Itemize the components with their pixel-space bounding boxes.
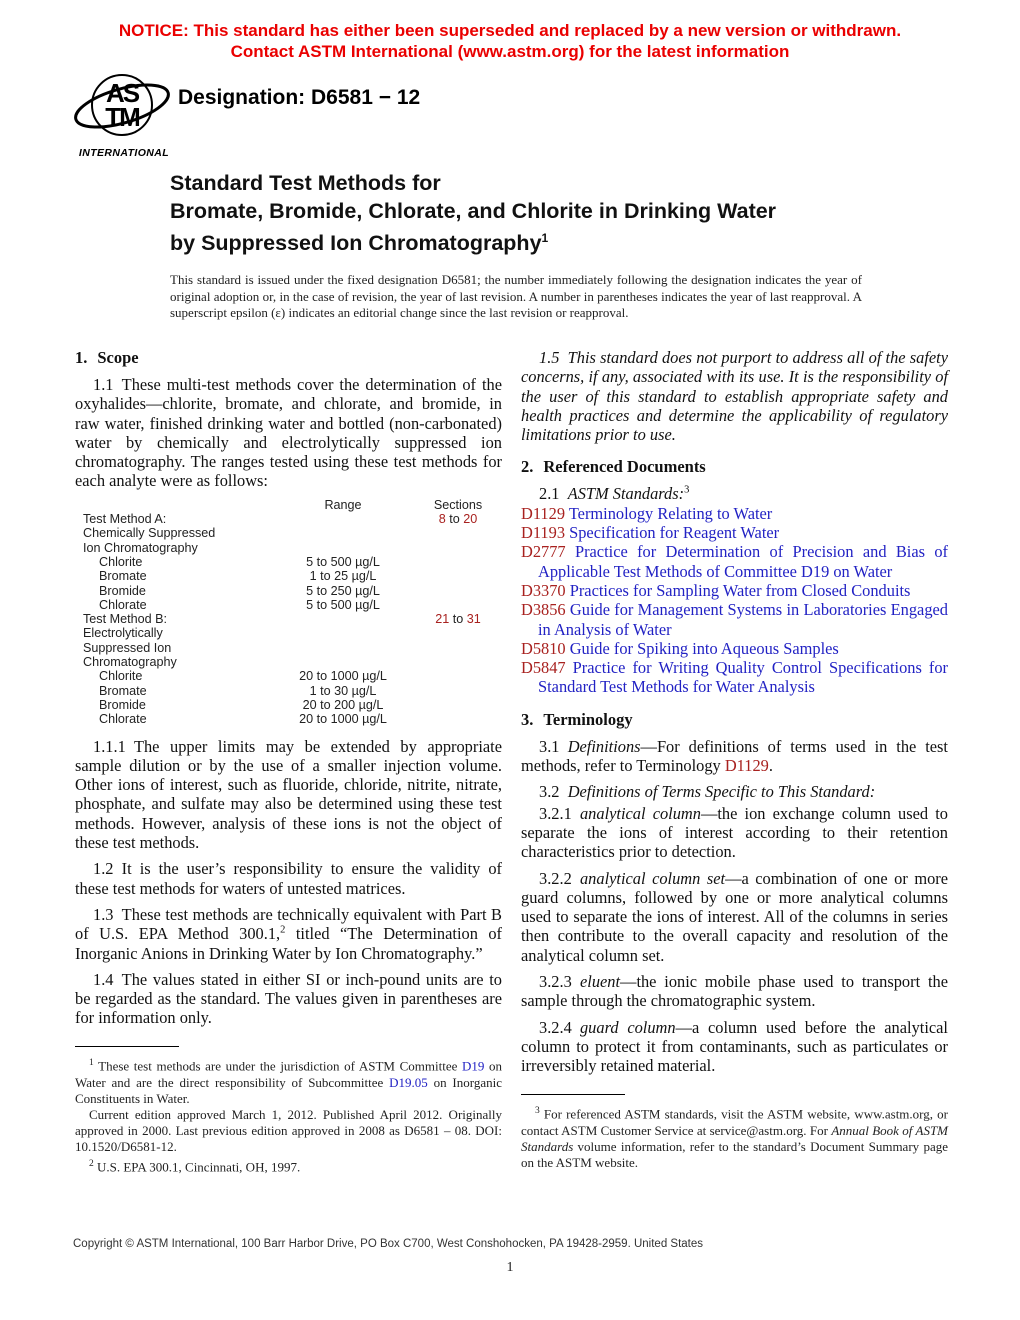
- table-header-row: [83, 498, 502, 512]
- table-row: [83, 598, 502, 612]
- table-cell-analyte: Bromate: [99, 569, 147, 584]
- left-column: [75, 346, 502, 1028]
- table-cell-range: 1 to 25 µg/L: [309, 569, 377, 584]
- designation-line: [178, 86, 420, 110]
- table-cell-range: 5 to 500 µg/L: [306, 554, 380, 569]
- table-cell-sections: [418, 541, 498, 555]
- reference-code-link[interactable]: D5847: [521, 658, 566, 678]
- paragraph-3-2: 3.2 Definitions of Terms Specific to This Standard:: [539, 782, 876, 802]
- svg-text:TM: TM: [105, 102, 139, 132]
- table-cell-analyte: Chlorite: [99, 554, 143, 569]
- table-cell-range: [268, 541, 418, 555]
- table-row: [83, 541, 502, 555]
- references-list: [521, 504, 948, 697]
- astm-logo: [68, 72, 180, 159]
- right-column: [521, 346, 948, 1076]
- reference-code-link[interactable]: D3856: [521, 600, 566, 620]
- section-range-link[interactable]: 21: [435, 612, 450, 627]
- section-heading-referenced-documents: 2. Referenced Documents: [521, 457, 706, 477]
- table-cell-sections: [418, 684, 498, 698]
- table-cell-range: [268, 526, 418, 540]
- table-cell-analyte: Chemically Suppressed: [83, 526, 216, 541]
- table-cell-sections: [418, 698, 498, 712]
- reference-code-link[interactable]: D5810: [521, 638, 566, 658]
- table-cell-sections: [418, 712, 498, 726]
- reference-title-link[interactable]: Guide for Spiking into Aqueous Samples: [565, 638, 839, 658]
- footnote-2: $^2$ U.S. EPA 300.1, Cincinnati, OH, 1997.: [89, 1158, 301, 1174]
- right-footnotes: [521, 1094, 948, 1171]
- table-cell-analyte: Chlorate: [99, 597, 147, 612]
- section-range-link[interactable]: 31: [466, 612, 481, 627]
- designation-label: Designation:: [178, 86, 306, 109]
- table-cell-range: 20 to 200 µg/L: [302, 697, 384, 712]
- table-cell-range: [268, 641, 418, 655]
- reference-title-link[interactable]: Practice for Writing Quality Control Specifications for Standard Test Methods for Water Analysis: [538, 658, 948, 697]
- table-cell-range: [268, 512, 418, 526]
- table-cell-sections: [418, 569, 498, 583]
- table-cell-analyte: Electrolytically: [83, 626, 163, 641]
- table-cell-range: [268, 655, 418, 669]
- table-cell-analyte: Bromate: [99, 683, 147, 698]
- table-row: [83, 712, 502, 726]
- paragraph-2-1: 2.1 ASTM Standards:$^3$: [539, 484, 690, 504]
- title-line-3: by Suppressed Ion Chromatography$^1$: [170, 231, 549, 256]
- reference-item: [521, 658, 948, 697]
- supersession-notice: [0, 20, 1020, 62]
- footnote-3: $^3$ For referenced ASTM standards, visit the ASTM website, www.astm.org, or contact ASTM Customer Service at service@astm.org. For Annual Book of ASTM Standards volume information, refer to the standard’s Document Summary page on the ASTM website.: [521, 1106, 949, 1170]
- section-heading-terminology: 3. Terminology: [521, 709, 633, 729]
- table-cell-analyte: Suppressed Ion: [83, 640, 172, 655]
- table-cell-range: 1 to 30 µg/L: [309, 683, 377, 698]
- section-range-link[interactable]: 8: [438, 512, 446, 527]
- table-cell-range: 20 to 1000 µg/L: [299, 669, 387, 684]
- table-cell-sections: 8 to 20: [438, 512, 478, 527]
- paragraph-1-1: 1.1 These multi-test methods cover the determination of the oxyhalides—chlorite, bromate, and chlorate, and bromide, in raw water, finished drinking water and bottled (non-carbonated) water by chemically and electrolytically suppressed ion chromatography. The ranges tested using these test methods for each analyte were as follows:: [75, 375, 502, 491]
- table-row: [83, 655, 502, 669]
- table-row: [83, 584, 502, 598]
- reference-link-d1129[interactable]: D1129: [724, 756, 769, 776]
- paragraph-3-2-4: 3.2.4 guard column—a column used before the analytical column to protect it from contaminants, such as particulates or irreversibly retained material.: [521, 1017, 948, 1076]
- table-header-sections: Sections: [433, 497, 483, 512]
- table-cell-range: 20 to 1000 µg/L: [299, 712, 387, 727]
- paragraph-1-5: 1.5 This standard does not purport to address all of the safety concerns, if any, associated with its use. It is the responsibility of the user of this standard to establish appropriate safety and health practices and determine the applicability of regulatory limitations prior to use.: [521, 348, 948, 445]
- reference-code-link[interactable]: D1193: [521, 523, 566, 543]
- table-row: [83, 684, 502, 698]
- section-range-link[interactable]: 20: [463, 512, 478, 527]
- reference-item: [521, 581, 948, 600]
- table-cell-analyte: Ion Chromatography: [83, 540, 198, 555]
- paragraph-3-2-2: 3.2.2 analytical column set—a combination of one or more guard columns, followed by one or more analytical columns used to separate the ions of interest. All of the columns in series then contribute to the overall capacity and resolution of the analytical column set.: [521, 868, 948, 965]
- subcommittee-d19-05-link[interactable]: D19.05: [389, 1074, 428, 1090]
- page-number: 1: [506, 1260, 514, 1275]
- section-heading-scope: 1. Scope: [75, 348, 139, 367]
- table-cell-analyte: Test Method B:: [83, 612, 167, 627]
- table-cell-analyte: Bromide: [99, 697, 146, 712]
- table-cell-analyte: Bromide: [99, 583, 146, 598]
- left-footnotes: [75, 1046, 502, 1175]
- table-cell-analyte: Chromatography: [83, 655, 177, 670]
- reference-title-link[interactable]: Terminology Relating to Water: [565, 503, 773, 523]
- footnote-ref-3: 3: [684, 485, 690, 497]
- table-cell-analyte: Chlorate: [99, 712, 147, 727]
- table-cell-range: [268, 612, 418, 626]
- footnote-rule-left: [75, 1046, 179, 1047]
- table-row: [83, 669, 502, 683]
- table-cell-sections: [418, 598, 498, 612]
- table-cell-sections: [418, 526, 498, 540]
- table-cell-sections: 21 to 31: [435, 612, 481, 627]
- table-row: [83, 612, 502, 626]
- reference-item: [521, 504, 948, 523]
- footnote-ref-2: 2: [280, 924, 286, 936]
- table-cell-sections: [418, 641, 498, 655]
- footnote-1: $^1$ These test methods are under the jurisdiction of ASTM Committee D19 on Water and are the direct responsibility of Subcommittee D19.05 on Inorganic Constituents in Water.: [75, 1058, 503, 1106]
- range-table-body: [83, 512, 502, 726]
- reference-code-link[interactable]: D2777: [521, 542, 566, 562]
- standard-title: [170, 170, 900, 258]
- paragraph-3-2-3: 3.2.3 eluent—the ionic mobile phase used to transport the sample through the chromatographic system.: [521, 972, 948, 1011]
- table-cell-analyte: Chlorite: [99, 669, 143, 684]
- title-footnote-ref: 1: [541, 231, 549, 245]
- notice-line-2: Contact ASTM International (www.astm.org) for the latest information: [230, 42, 790, 61]
- reference-item: [521, 542, 948, 581]
- footnote-rule-right: [521, 1094, 625, 1095]
- paragraph-3-1: 3.1 Definitions—For definitions of terms used in the test methods, refer to Terminology D1129.: [521, 736, 948, 776]
- notice-line-1: NOTICE: This standard has either been superseded and replaced by a new version or withdrawn.: [118, 21, 902, 40]
- table-cell-range: 5 to 500 µg/L: [306, 597, 380, 612]
- table-header-range: Range: [324, 497, 362, 512]
- reference-code-link[interactable]: D3370: [521, 580, 566, 600]
- table-cell-analyte: Test Method A:: [83, 512, 167, 527]
- paragraph-1-2: 1.2 It is the user’s responsibility to ensure the validity of these test methods for waters of untested matrices.: [75, 859, 502, 898]
- title-line-1: Standard Test Methods for: [170, 171, 441, 195]
- paragraph-1-1-1: 1.1.1 The upper limits may be extended by appropriate sample dilution or by the use of a smaller injection volume. Other ions of interest, such as fluoride, chloride, nitrite, nitrate, phosphate, and sulfate may also be determined using these test methods. However, analysis of these ions is not the object of these test methods.: [75, 736, 502, 853]
- paragraph-3-2-1: 3.2.1 analytical column—the ion exchange column used to separate the ions of interest according to their retention characteristics prior to detection.: [521, 803, 948, 862]
- paragraph-1-3: 1.3 These test methods are technically equivalent with Part B of U.S. EPA Method 300.1,$^2$ titled “The Determination of Inorganic Anions in Drinking Water by Ion Chromatography.”: [75, 904, 502, 963]
- reference-title-link[interactable]: Guide for Management Systems in Laboratories Engaged in Analysis of Water: [538, 600, 948, 639]
- reference-item: [521, 639, 948, 658]
- table-cell-sections: [418, 669, 498, 683]
- table-cell-sections: [418, 626, 498, 640]
- reference-item: [521, 600, 948, 639]
- table-row: [83, 526, 502, 540]
- table-cell-sections: [418, 655, 498, 669]
- astm-logo-international-label: INTERNATIONAL: [78, 147, 170, 159]
- astm-globe-icon: [72, 72, 176, 144]
- reference-code-link[interactable]: D1129: [521, 503, 566, 523]
- range-table: [83, 498, 502, 727]
- table-row: [83, 512, 502, 526]
- reference-item: [521, 523, 948, 542]
- table-cell-range: 5 to 250 µg/L: [306, 583, 380, 598]
- footnote-1-edition: Current edition approved March 1, 2012. Published April 2012. Originally approved in 2000. Last previous edition approved in 2008 as D6581 – 08. DOI: 10.1520/D6581-12.: [75, 1106, 502, 1155]
- committee-d19-link[interactable]: D19: [462, 1058, 485, 1074]
- table-cell-sections: [418, 555, 498, 569]
- paragraph-1-4: 1.4 The values stated in either SI or inch-pound units are to be regarded as the standard. The values given in parentheses are for information only.: [75, 969, 502, 1028]
- table-row: [83, 626, 502, 640]
- issuance-note: This standard is issued under the fixed designation D6581; the number immediately following the designation indicates the year of original adoption or, in the case of revision, the year of last revision. A number in parentheses indicates the year of last reapproval. A superscript epsilon (ε) indicates an editorial change since the last revision or reapproval.: [170, 272, 862, 321]
- table-row: [83, 555, 502, 569]
- table-row: [83, 569, 502, 583]
- designation-code: D6581 − 12: [311, 86, 421, 109]
- reference-title-link[interactable]: Specification for Reagent Water: [565, 523, 780, 543]
- svg-text:AS: AS: [105, 78, 139, 108]
- table-cell-sections: [418, 584, 498, 598]
- reference-title-link[interactable]: Practices for Sampling Water from Closed Conduits: [565, 580, 911, 600]
- reference-title-link[interactable]: Practice for Determination of Precision and Bias of Applicable Test Methods of Committee D19 on Water: [538, 542, 948, 581]
- table-cell-range: [268, 626, 418, 640]
- table-row: [83, 641, 502, 655]
- table-row: [83, 698, 502, 712]
- title-line-2: Bromate, Bromide, Chlorate, and Chlorite in Drinking Water: [170, 198, 777, 223]
- copyright-line: Copyright © ASTM International, 100 Barr Harbor Drive, PO Box C700, West Conshohocken, PA 19428-2959. United States: [73, 1238, 704, 1250]
